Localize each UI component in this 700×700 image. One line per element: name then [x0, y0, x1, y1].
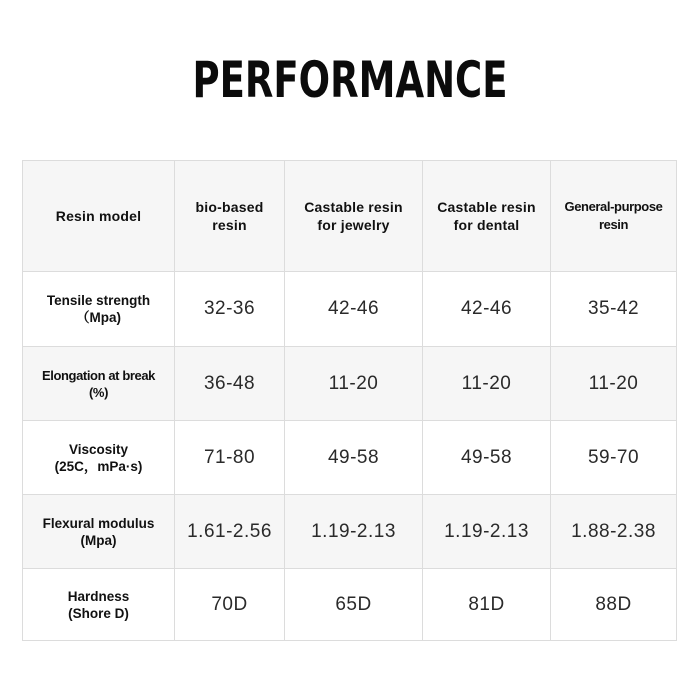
column-header-castable-jewelry: [285, 161, 423, 272]
column-header-bio-based: [175, 161, 285, 272]
table-header-row: [23, 161, 677, 272]
table-cell: 65D: [285, 569, 423, 641]
table-cell: 42-46: [423, 272, 551, 347]
row-header-hardness: [23, 569, 175, 641]
table-cell: 81D: [423, 569, 551, 641]
column-header-general-purpose: [551, 161, 677, 272]
column-header-line: Castable resin: [437, 199, 536, 215]
table-row: [23, 421, 677, 495]
table-cell: 70D: [175, 569, 285, 641]
table-cell: 59-70: [551, 421, 677, 495]
table-row: [23, 347, 677, 421]
table-cell: 42-46: [285, 272, 423, 347]
table-cell: 11-20: [285, 347, 423, 421]
column-header-line: resin: [212, 217, 247, 233]
table-cell: 71-80: [175, 421, 285, 495]
table-cell: 35-42: [551, 272, 677, 347]
column-header-line: resin: [598, 217, 629, 232]
row-header-line: Viscosity: [68, 441, 129, 457]
table-cell: 1.19-2.13: [285, 495, 423, 569]
performance-table: [22, 160, 677, 641]
column-header-line: General-purpose: [564, 199, 663, 214]
row-header-elongation-at-break: [23, 347, 175, 421]
row-header-line: Hardness: [67, 588, 130, 604]
corner-header-resin-model: Resin model: [23, 161, 175, 272]
table-cell: 1.88-2.38: [551, 495, 677, 569]
table-cell: 11-20: [551, 347, 677, 421]
table-cell: 32-36: [175, 272, 285, 347]
row-header-line: (%): [88, 384, 109, 400]
row-header-line: (Shore D): [68, 605, 129, 621]
table-row: [23, 495, 677, 569]
table-row: [23, 272, 677, 347]
table-cell: 88D: [551, 569, 677, 641]
table-cell: 1.19-2.13: [423, 495, 551, 569]
row-header-line: Flexural modulus: [42, 515, 155, 531]
column-header-castable-dental: [423, 161, 551, 272]
row-header-line: Elongation at break: [41, 367, 156, 383]
table-cell: 1.61-2.56: [175, 495, 285, 569]
column-header-line: Castable resin: [304, 199, 403, 215]
column-header-line: for jewelry: [317, 217, 390, 233]
table-cell: 49-58: [423, 421, 551, 495]
row-header-line: (25C，mPa·s): [54, 458, 143, 474]
column-header-line: bio-based: [195, 199, 264, 215]
table-cell: 11-20: [423, 347, 551, 421]
row-header-line: (Mpa): [80, 532, 117, 548]
row-header-line: （Mpa): [76, 310, 121, 325]
column-header-line: for dental: [453, 217, 520, 233]
row-header-tensile-strength: [23, 272, 175, 347]
table-row: [23, 569, 677, 641]
row-header-flexural-modulus: [23, 495, 175, 569]
table-cell: 49-58: [285, 421, 423, 495]
table-cell: 36-48: [175, 347, 285, 421]
page-title: PERFORMANCE: [192, 51, 508, 109]
row-header-viscosity: [23, 421, 175, 495]
row-header-line: Tensile strength: [46, 293, 151, 308]
